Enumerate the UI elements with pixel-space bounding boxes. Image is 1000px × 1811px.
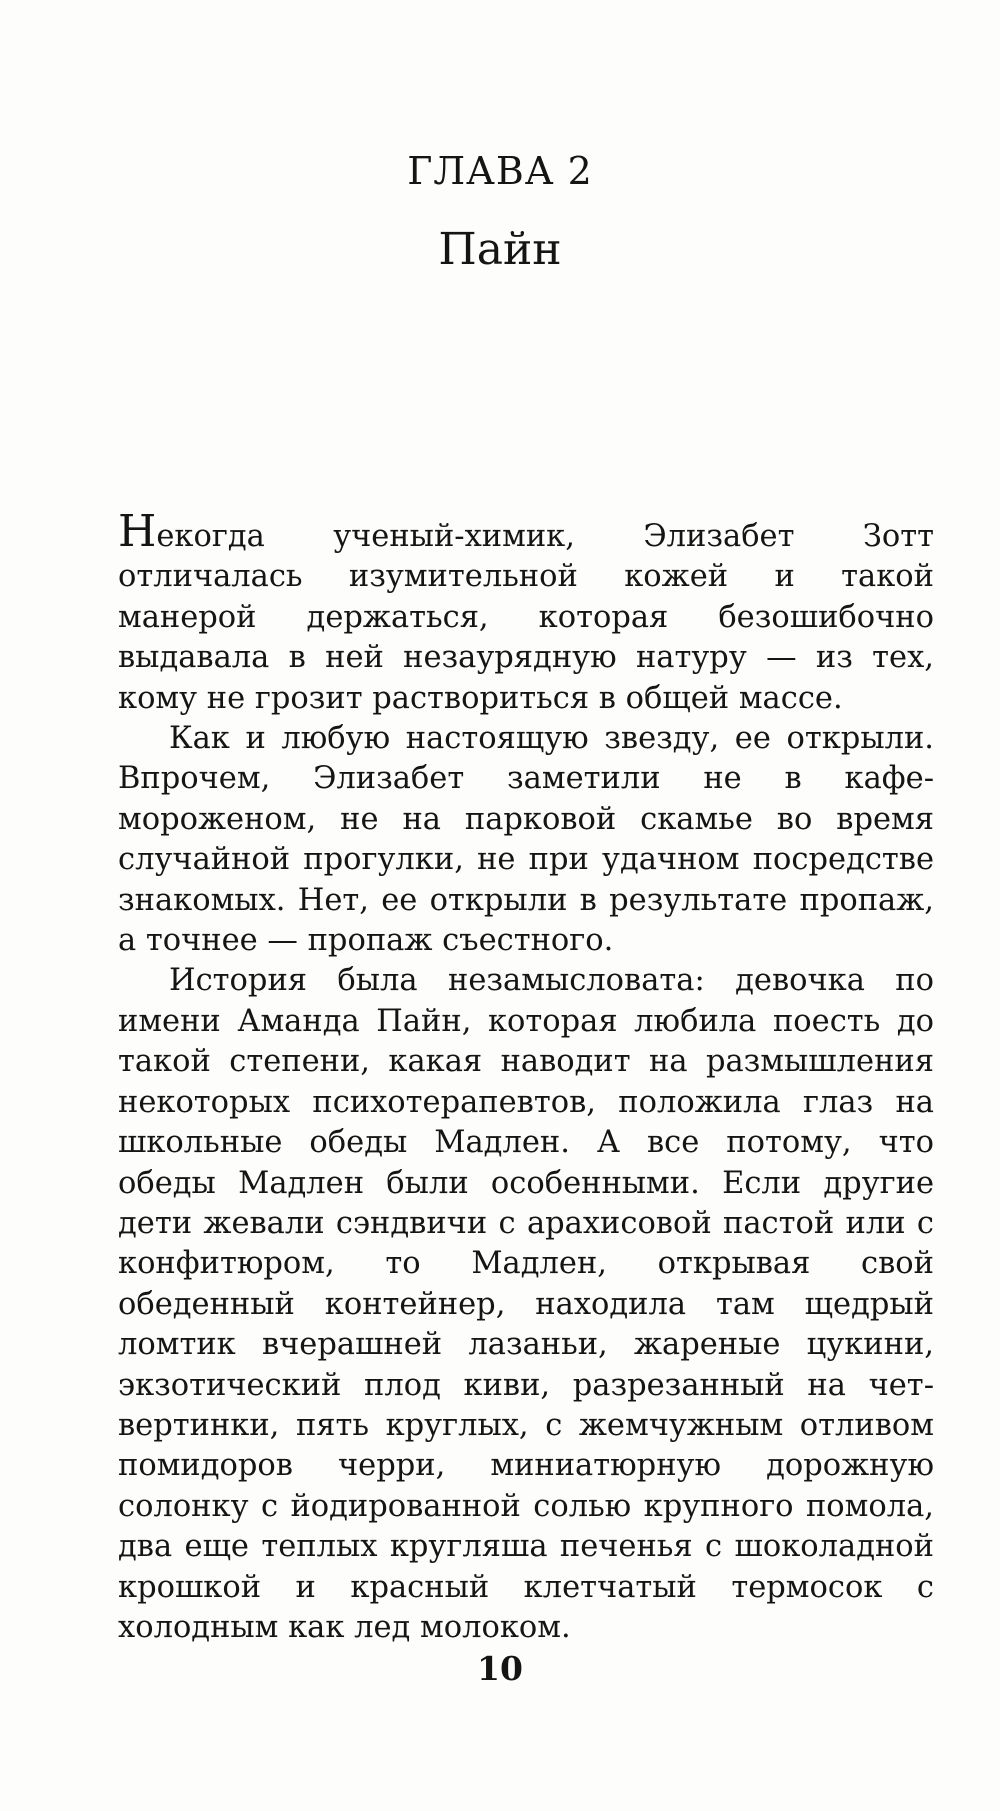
- chapter-title: Пайн: [438, 224, 562, 275]
- chapter-body: [118, 506, 934, 1648]
- drop-cap: Н: [118, 506, 157, 557]
- chapter-number: ГЛАВА 2: [407, 149, 593, 193]
- paragraph-2: Как и любую настоящую звезду, ее открыли. Впрочем, Элизабет заметили не в кафе-мороженом, не на парковой скамье во время случайной прогулки, не при удачном посредстве знакомых. Нет, ее открыли в результате пропаж, а точнее — пропаж съестного.: [118, 721, 934, 959]
- paragraph-1: [118, 506, 934, 719]
- paragraph-3: История была незамысловата: девочка по имени Аманда Пайн, которая любила поесть до такой степени, какая наводит на размышления некоторых психотерапевтов, положила глаз на школьные обеды Мадлен. А все потому, что обеды Мадлен были особенными. Если другие дети жевали сэндвичи с арахисовой пастой или с конфитюром, то Мадлен, открывая свой обеденный контейнер, находила там щедрый ломтик вчерашней лазаньи, жареные цукини, экзотический плод киви, разрезанный на четвертинки, пять круглых, с жемчужным отливом помидоров черри, миниатюрную дорожную солонку с йодированной солью крупного помола, два еще теплых кругляша печенья с шоколадной крошкой и красный клетчатый термосок с холодным как лед молоком.: [118, 963, 934, 1645]
- page-number: 10: [477, 1649, 523, 1688]
- paragraph-1-text: екогда ученый-химик, Элизабет Зотт отличалась изумительной кожей и такой манерой держаться, которая безошибочно выдавала в ней незаурядную натуру — из тех, кому не грозит раствориться в общей массе.: [118, 519, 934, 716]
